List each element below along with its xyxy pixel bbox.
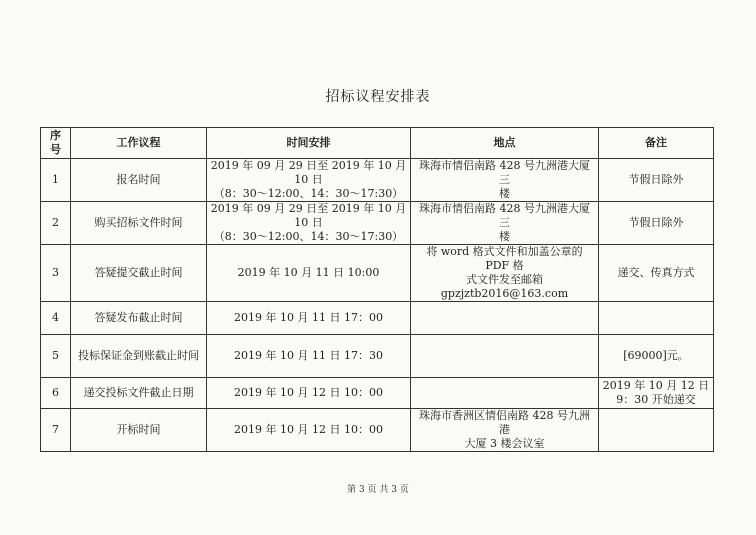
row-remark: 节假日除外	[599, 202, 714, 245]
row-seq: 1	[41, 159, 71, 202]
row-agenda: 开标时间	[71, 409, 207, 452]
page-title: 招标议程安排表	[325, 89, 431, 105]
row-remark: [69000]元。	[599, 335, 714, 378]
page-footer: 第 3 页 共 3 页	[347, 485, 409, 495]
table-row	[41, 159, 714, 202]
header-place: 地点	[411, 128, 599, 159]
row-seq: 4	[41, 302, 71, 335]
row-place	[411, 335, 599, 378]
row-remark	[599, 409, 714, 452]
row-time: 2019 年 10 月 12 日 10：00	[207, 378, 411, 409]
table-row	[41, 409, 714, 452]
header-agenda: 工作议程	[71, 128, 207, 159]
row-agenda: 递交投标文件截止日期	[71, 378, 207, 409]
row-place: 珠海市情侣南路 428 号九洲港大厦三 楼	[411, 159, 599, 202]
table-row	[41, 302, 714, 335]
row-remark: 递交、传真方式	[599, 245, 714, 302]
table-row	[41, 378, 714, 409]
row-time: 2019 年 09 月 29 日至 2019 年 10 月 10 日 （8：30～12:00、14：30～17:30）	[207, 202, 411, 245]
row-agenda: 报名时间	[71, 159, 207, 202]
row-time: 2019 年 10 月 12 日 10：00	[207, 409, 411, 452]
table-row	[41, 245, 714, 302]
email-address: gpzjztb2016@163.com	[440, 287, 569, 300]
header-remark: 备注	[599, 128, 714, 159]
row-agenda: 投标保证金到账截止时间	[71, 335, 207, 378]
row-agenda: 购买招标文件时间	[71, 202, 207, 245]
row-remark: 节假日除外	[599, 159, 714, 202]
row-agenda: 答疑发布截止时间	[71, 302, 207, 335]
table-header-row	[41, 128, 714, 159]
header-time: 时间安排	[207, 128, 411, 159]
row-seq: 2	[41, 202, 71, 245]
row-seq: 5	[41, 335, 71, 378]
row-time: 2019 年 10 月 11 日 10:00	[207, 245, 411, 302]
row-place	[411, 302, 599, 335]
agenda-table	[40, 127, 714, 452]
row-seq: 3	[41, 245, 71, 302]
row-remark: 2019 年 10 月 12 日 9：30 开始递交	[599, 378, 714, 409]
row-time: 2019 年 10 月 11 日 17：00	[207, 302, 411, 335]
row-seq: 6	[41, 378, 71, 409]
row-place: 珠海市香洲区情侣南路 428 号九洲港 大厦 3 楼会议室	[411, 409, 599, 452]
row-remark	[599, 302, 714, 335]
row-time: 2019 年 10 月 11 日 17：30	[207, 335, 411, 378]
table-row	[41, 335, 714, 378]
row-agenda: 答疑提交截止时间	[71, 245, 207, 302]
row-time: 2019 年 09 月 29 日至 2019 年 10 月 10 日 （8：30～12:00、14：30～17:30）	[207, 159, 411, 202]
row-place: 珠海市情侣南路 428 号九洲港大厦三 楼	[411, 202, 599, 245]
row-place	[411, 378, 599, 409]
table-row	[41, 202, 714, 245]
row-seq: 7	[41, 409, 71, 452]
header-seq: 序 号	[41, 128, 71, 159]
row-place: 将 word 格式文件和加盖公章的 PDF 格 式文件发至邮箱 gpzjztb2016@163.com	[411, 245, 599, 302]
